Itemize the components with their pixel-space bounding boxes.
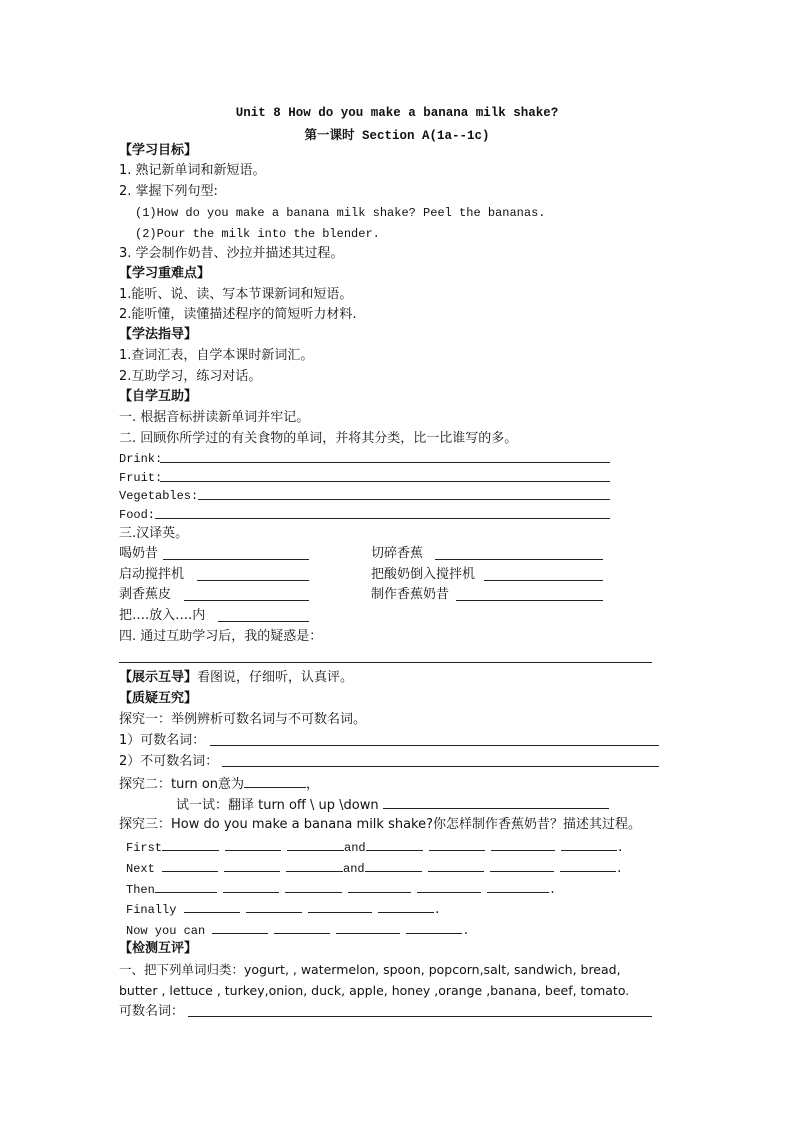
now-blank-4[interactable] (406, 921, 462, 934)
then-blank-1[interactable] (155, 880, 217, 893)
countable-label: 1）可数名词： (119, 733, 206, 748)
method-item-1: 1.查词汇表，自学本课时新词汇。 (119, 348, 314, 363)
first-row (126, 838, 624, 856)
first-blank-3[interactable] (287, 838, 344, 851)
first-period: . (616, 841, 624, 855)
next-blank-6[interactable] (490, 859, 554, 872)
show-section (119, 670, 353, 686)
then-blank-4[interactable] (348, 880, 411, 893)
first-blank-6[interactable] (491, 838, 555, 851)
inquiry-one: 探究一：举例辨析可数名词与不可数名词。 (119, 712, 367, 727)
turn-on-blank[interactable] (244, 775, 306, 788)
inquiry-two-end: ， (306, 777, 320, 792)
inquiry-try (176, 796, 609, 814)
next-row (126, 859, 623, 877)
uncountable-label: 2）不可数名词： (119, 754, 219, 769)
then-blank-2[interactable] (223, 880, 279, 893)
self-study-heading: 【自学互助】 (119, 389, 198, 404)
translate-left-2-line[interactable] (197, 580, 309, 581)
countable-line[interactable] (210, 745, 659, 746)
then-blank-5[interactable] (417, 880, 481, 893)
translate-left-4: 把….放入….内 (119, 608, 206, 623)
first-blank-5[interactable] (429, 838, 485, 851)
check-task-cont: butter , lettuce , turkey,onion, duck, apple, honey ,orange ,banana, beef, tomato. (119, 983, 630, 998)
inquiry-two-text: 探究二：turn on意为 (119, 777, 245, 792)
doubts-line[interactable] (119, 662, 652, 663)
self-study-step-1: 一. 根据音标拼读新单词并牢记。 (119, 410, 310, 425)
category-vegetables-label: Vegetables: (119, 489, 199, 503)
page-subtitle: 第一课时 Section A(1a--1c) (304, 129, 490, 143)
goal-sentence-2: (2)Pour the milk into the blender. (135, 227, 380, 241)
check-countable-line[interactable] (188, 1016, 652, 1017)
now-row (126, 921, 470, 939)
translate-right-1-line[interactable] (435, 559, 603, 560)
next-blank-2[interactable] (224, 859, 280, 872)
check-task: 一、把下列单词归类：yogurt, , watermelon, spoon, popcorn,salt, sandwich, bread, (119, 962, 621, 977)
next-blank-1[interactable] (162, 859, 218, 872)
now-blank-3[interactable] (336, 921, 400, 934)
inquiry-three: 探究三：How do you make a banana milk shake?你怎样制作香蕉奶昔？描述其过程。 (119, 817, 642, 832)
category-drink-line[interactable] (160, 462, 610, 463)
next-label: Next (126, 862, 155, 876)
now-blank-1[interactable] (212, 921, 268, 934)
translate-left-1-line[interactable] (163, 559, 309, 560)
translate-left-4-line[interactable] (218, 621, 309, 622)
first-and: and (344, 841, 366, 855)
method-item-2: 2.互助学习，练习对话。 (119, 369, 262, 384)
next-period: . (615, 862, 623, 876)
finally-blank-2[interactable] (246, 900, 302, 913)
category-fruit-label: Fruit: (119, 471, 163, 485)
show-heading: 【展示互导】 (119, 670, 198, 685)
category-vegetables-line[interactable] (198, 499, 610, 500)
translate-left-1: 喝奶昔 (119, 546, 159, 561)
goal-sentence-1: (1)How do you make a banana milk shake? Peel the bananas. (135, 206, 546, 220)
translate-right-2-line[interactable] (484, 580, 603, 581)
category-food-line[interactable] (155, 518, 610, 519)
translate-left-3: 剥香蕉皮 (119, 587, 172, 602)
first-blank-7[interactable] (561, 838, 617, 851)
then-period: . (548, 883, 557, 897)
first-label: First (126, 841, 163, 855)
next-blank-4[interactable] (365, 859, 422, 872)
then-blank-3[interactable] (285, 880, 342, 893)
finally-blank-1[interactable] (184, 900, 240, 913)
finally-row (126, 900, 441, 918)
category-fruit-line[interactable] (160, 481, 610, 482)
goals-heading: 【学习目标】 (119, 143, 198, 158)
next-blank-5[interactable] (428, 859, 484, 872)
finally-blank-4[interactable] (378, 900, 434, 913)
now-blank-2[interactable] (274, 921, 330, 934)
goal-item-2: 2. 掌握下列句型: (119, 184, 218, 199)
next-and: and (343, 862, 365, 876)
translate-left-2: 启动搅拌机 (119, 567, 185, 582)
key-point-1: 1.能听、说、读、写本节课新词和短语。 (119, 287, 353, 302)
then-blank-6[interactable] (487, 880, 549, 893)
translate-right-3-line[interactable] (456, 600, 603, 601)
translate-right-2: 把酸奶倒入搅拌机 (371, 567, 476, 582)
now-period: . (462, 924, 470, 938)
check-countable-label: 可数名词： (119, 1004, 185, 1019)
goal-item-1: 1. 熟记新单词和新短语。 (119, 163, 266, 178)
try-blank[interactable] (383, 796, 609, 809)
first-blank-1[interactable] (162, 838, 219, 851)
goal-item-3: 3. 学会制作奶昔、沙拉并描述其过程。 (119, 246, 344, 261)
check-heading: 【检测互评】 (119, 941, 198, 956)
key-points-heading: 【学习重难点】 (119, 266, 211, 281)
finally-label: Finally (126, 903, 177, 917)
key-point-2: 2.能听懂，读懂描述程序的简短听力材料. (119, 307, 357, 322)
method-heading: 【学法指导】 (119, 327, 198, 342)
translate-left-3-line[interactable] (184, 600, 309, 601)
category-drink-label: Drink: (119, 452, 163, 466)
self-study-step-4: 四. 通过互助学习后，我的疑惑是： (119, 629, 323, 644)
self-study-step-2: 二. 回顾你所学过的有关食物的单词，并将其分类，比一比谁写的多。 (119, 431, 518, 446)
translate-right-3: 制作香蕉奶昔 (371, 587, 450, 602)
category-food-label: Food: (119, 508, 156, 522)
finally-period: . (433, 903, 441, 917)
page-title: Unit 8 How do you make a banana milk shake? (235, 106, 559, 120)
finally-blank-3[interactable] (308, 900, 372, 913)
now-label: Now you can (126, 924, 206, 938)
uncountable-line[interactable] (222, 766, 659, 767)
inquiry-two (119, 775, 319, 793)
first-blank-2[interactable] (225, 838, 281, 851)
inquiry-try-text: 试一试：翻译 turn off \ up \down (176, 798, 379, 813)
then-row (126, 880, 556, 898)
first-blank-4[interactable] (366, 838, 423, 851)
translate-right-1: 切碎香蕉 (371, 546, 424, 561)
next-blank-7[interactable] (560, 859, 616, 872)
inquiry-heading: 【质疑互究】 (119, 691, 198, 706)
then-label: Then (126, 883, 155, 897)
self-study-step-3: 三.汉译英。 (119, 526, 189, 541)
next-blank-3[interactable] (286, 859, 343, 872)
show-text: 看图说，仔细听，认真评。 (197, 670, 354, 685)
